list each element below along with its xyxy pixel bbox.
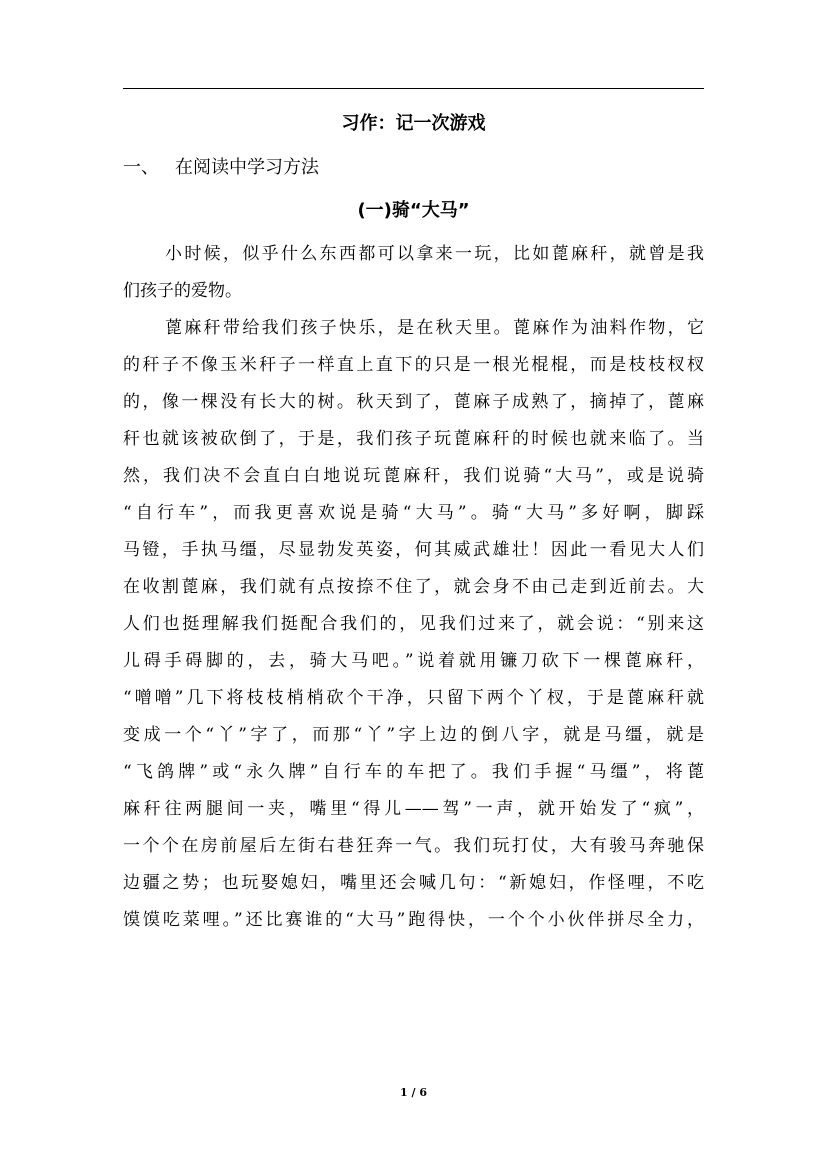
- section-number: 一、: [123, 157, 159, 178]
- text-line: 们孩子的爱物。: [123, 281, 242, 301]
- text-line: 人们也挺理解我们挺配合我们的，见我们过来了，就会说：“别来这: [123, 614, 704, 634]
- text-line: “噌噌”几下将枝枝梢梢砍个干净，只留下两个丫杈，于是蓖麻秆就: [123, 688, 704, 708]
- text-line: 秆也就该被砍倒了，于是，我们孩子玩蓖麻秆的时候也就来临了。当: [123, 429, 704, 449]
- section-heading: [123, 154, 319, 182]
- story-title: (一)骑“大马”: [357, 200, 470, 221]
- section-label: 在阅读中学习方法: [175, 157, 319, 178]
- text-line: “飞鸽牌”或“永久牌”自行车的车把了。我们手握“马缰”，将蓖: [123, 762, 704, 782]
- body-text: [123, 236, 704, 939]
- text-line: 在收割蓖麻，我们就有点按捺不住了，就会身不由己走到近前去。大: [123, 577, 704, 597]
- text-line: 边疆之势；也玩娶媳妇，嘴里还会喊几句：“新媳妇，作怪哩，不吃: [123, 873, 704, 893]
- document-title: 习作：记一次游戏: [341, 113, 486, 134]
- text-line: 蓖麻秆带给我们孩子快乐，是在秋天里。蓖麻作为油料作物，它: [165, 318, 704, 338]
- text-line: 麻秆往两腿间一夹，嘴里“得儿——驾”一声，就开始发了“疯”，: [123, 799, 704, 819]
- text-line: 一个个在房前屋后左街右巷狂奔一气。我们玩打仗，大有骏马奔驰保: [123, 836, 704, 856]
- text-line: 的秆子不像玉米秆子一样直上直下的只是一根光棍棍，而是枝枝杈杈: [123, 355, 704, 375]
- text-line: 变成一个“丫”字了，而那“丫”字上边的倒八字，就是马缰，就是: [123, 725, 704, 745]
- text-line: 马镫，手执马缰，尽显勃发英姿，何其威武雄壮！因此一看见大人们: [123, 540, 704, 560]
- text-line: 的，像一棵没有长大的树。秋天到了，蓖麻子成熟了，摘掉了，蓖麻: [123, 392, 704, 412]
- header-rule: [123, 88, 704, 89]
- text-line: 儿碍手碍脚的，去，骑大马吧。”说着就用镰刀砍下一棵蓖麻秆，: [123, 651, 704, 671]
- paragraph: [123, 236, 704, 310]
- text-line: “自行车”，而我更喜欢说是骑“大马”。骑“大马”多好啊，脚踩: [123, 503, 704, 523]
- paragraph: [123, 310, 704, 939]
- text-line: 馍馍吃菜哩。”还比赛谁的“大马”跑得快，一个个小伙伴拼尽全力，: [123, 910, 704, 930]
- text-line: 然，我们决不会直白白地说玩蓖麻秆，我们说骑“大马”，或是说骑: [123, 466, 704, 486]
- page-number: 1 / 6: [400, 1086, 427, 1099]
- text-line: 小时候，似乎什么东西都可以拿来一玩，比如蓖麻秆，就曾是我: [165, 244, 704, 264]
